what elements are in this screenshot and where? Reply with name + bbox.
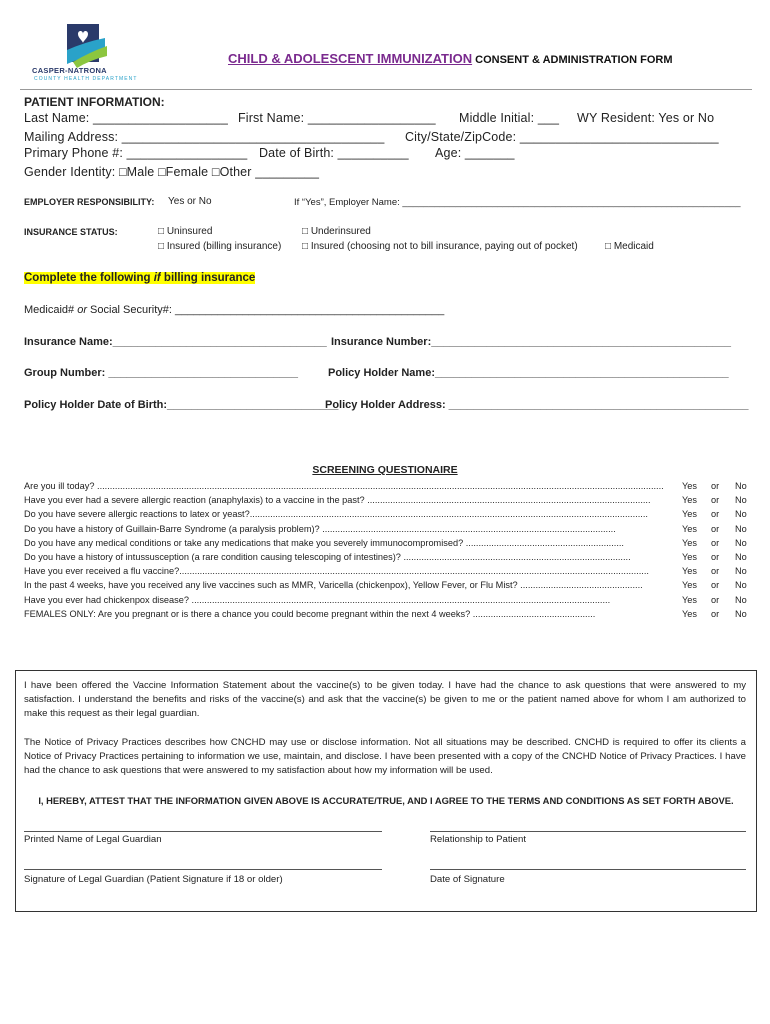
answer-yes[interactable]: Yes [682, 537, 697, 548]
privacy-paragraph: The Notice of Privacy Practices describes how CNCHD may use or disclose information. Not all situations may be described. CNCHD is required to offer its clients a Notice of Privacy Practices pertaining to information we use, maintain, and disclose. I have been presented with a copy of the CNCHD Notice of Privacy Practices. I have had the chance to ask questions that were answered to my satisfaction about how my information will be used. [24, 737, 746, 777]
answer-yes[interactable]: Yes [682, 594, 697, 605]
screening-question-text: Do you have a history of Guillain-Barre Syndrome (a paralysis problem)? ................................................................................................................... [24, 523, 616, 534]
wy-resident-field[interactable]: WY Resident: Yes or No [577, 111, 715, 125]
logo-subtitle: COUNTY HEALTH DEPARTMENT [34, 76, 138, 82]
last-name-field[interactable]: Last Name: ___________________ [24, 111, 228, 125]
answer-or: or [711, 608, 720, 619]
middle-initial-field[interactable]: Middle Initial: ___ [459, 111, 560, 125]
answer-yes[interactable]: Yes [682, 552, 697, 562]
screening-question-text: Do you have any medical conditions or take any medications that make you severely immunocompromised? .............................................................. [24, 537, 624, 548]
date-signature-line[interactable] [430, 869, 746, 870]
screening-question-text: Are you ill today? .............................................................................................................................................................................................................................. [24, 481, 664, 491]
screening-question-row [24, 552, 748, 566]
screening-question-text: FEMALES ONLY: Are you pregnant or is there a chance you could become pregnant within the next 4 weeks? ................................................ [24, 608, 596, 619]
form-title [228, 51, 673, 66]
screening-question-row [24, 609, 748, 623]
form-title-rest: CONSENT & ADMINISTRATION FORM [472, 54, 673, 66]
medicaid-checkbox[interactable]: □ Medicaid [605, 241, 654, 252]
answer-yes[interactable]: Yes [682, 495, 697, 506]
answer-or: or [711, 481, 720, 491]
gender-identity-field[interactable]: Gender Identity: □Male □Female □Other _________ [24, 165, 320, 179]
screening-question-row [24, 495, 748, 509]
printed-name-line[interactable] [24, 831, 382, 832]
screening-question-row [24, 481, 748, 495]
first-name-field[interactable]: First Name: __________________ [238, 111, 436, 125]
answer-no[interactable]: No [735, 523, 747, 534]
screening-question-text: Do you have a history of intussusception (a rare condition causing telescoping of intestines)? ......................................................................................... [24, 552, 631, 562]
policy-holder-dob-field[interactable]: Policy Holder Date of Birth:____________________________ [24, 399, 339, 411]
answer-no[interactable]: No [735, 608, 747, 619]
answer-no[interactable]: No [735, 552, 747, 562]
answer-or: or [711, 495, 720, 506]
date-signature-label: Date of Signature [430, 874, 505, 885]
insurance-number-field[interactable]: Insurance Number:_________________________________________________ [331, 336, 732, 348]
billing-banner-if: if [153, 272, 161, 284]
answer-no[interactable]: No [735, 509, 747, 520]
screening-question-row [24, 524, 748, 538]
consent-box [15, 670, 757, 912]
screening-question-text: Have you ever had a severe allergic reaction (anaphylaxis) to a vaccine in the past? ............................................................................................................... [24, 495, 651, 506]
answer-no[interactable]: No [735, 481, 747, 491]
city-state-zip-field[interactable]: City/State/ZipCode: ____________________________ [405, 130, 719, 144]
signature-line[interactable] [24, 869, 382, 870]
answer-no[interactable]: No [735, 566, 747, 577]
answer-yes[interactable]: Yes [682, 523, 697, 534]
screening-question-row [24, 595, 748, 609]
insured-not-billing-checkbox[interactable]: □ Insured (choosing not to bill insurance, paying out of pocket) [302, 241, 578, 252]
insurance-name-field[interactable]: Insurance Name:___________________________________ [24, 336, 327, 348]
group-number-field[interactable]: Group Number: _______________________________ [24, 367, 298, 379]
medicaid-or: or [77, 304, 87, 316]
answer-or: or [711, 537, 720, 548]
date-of-birth-field[interactable]: Date of Birth: __________ [259, 146, 409, 160]
mailing-address-field[interactable]: Mailing Address: _____________________________________ [24, 130, 385, 144]
screening-question-text: Have you ever had chickenpox disease? .................................................................................................................................................................... [24, 594, 611, 605]
screening-question-row [24, 509, 748, 523]
answer-or: or [711, 566, 720, 577]
answer-no[interactable]: No [735, 594, 747, 605]
answer-no[interactable]: No [735, 537, 747, 548]
patient-info-heading: PATIENT INFORMATION: [24, 95, 165, 109]
uninsured-checkbox[interactable]: □ Uninsured [158, 226, 213, 237]
insured-billing-checkbox[interactable]: □ Insured (billing insurance) [158, 241, 282, 252]
employer-name-field[interactable]: If “Yes”, Employer Name: ________________________________________________________________ [294, 197, 741, 208]
screening-question-text: Have you ever received a flu vaccine?........................................................................................................................................................................................ [24, 566, 649, 577]
employer-label: EMPLOYER RESPONSIBILITY: [24, 197, 155, 207]
underinsured-checkbox[interactable]: □ Underinsured [302, 226, 371, 237]
medicaid-ssn-field[interactable] [24, 304, 444, 316]
relationship-line[interactable] [430, 831, 746, 832]
logo-name: CASPER-NATRONA [32, 66, 107, 75]
signature-label: Signature of Legal Guardian (Patient Signature if 18 or older) [24, 874, 283, 885]
billing-banner-pre: Complete the following [24, 272, 154, 284]
printed-name-label: Printed Name of Legal Guardian [24, 834, 162, 845]
answer-no[interactable]: No [735, 580, 747, 591]
answer-yes[interactable]: Yes [682, 566, 697, 577]
screening-question-text: Do you have severe allergic reactions to latex or yeast?............................................................................................................................................................ [24, 509, 648, 520]
employer-options[interactable]: Yes or No [168, 196, 212, 207]
answer-or: or [711, 509, 720, 520]
answer-no[interactable]: No [735, 495, 747, 506]
answer-yes[interactable]: Yes [682, 580, 697, 591]
primary-phone-field[interactable]: Primary Phone #: _________________ [24, 146, 248, 160]
answer-yes[interactable]: Yes [682, 481, 697, 491]
screening-question-row [24, 538, 748, 552]
answer-or: or [711, 523, 720, 534]
insurance-status-label: INSURANCE STATUS: [24, 227, 118, 237]
age-field[interactable]: Age: _______ [435, 146, 515, 160]
header-divider [20, 89, 752, 90]
answer-or: or [711, 594, 720, 605]
screening-question-row [24, 566, 748, 580]
answer-yes[interactable]: Yes [682, 509, 697, 520]
billing-banner [24, 272, 255, 284]
attestation-statement: I, HEREBY, ATTEST THAT THE INFORMATION GIVEN ABOVE IS ACCURATE/TRUE, AND I AGREE TO THE TERMS AND CONDITIONS AS SET FORTH ABOVE. [38, 795, 734, 806]
relationship-label: Relationship to Patient [430, 834, 526, 845]
screening-question-row [24, 580, 748, 594]
answer-yes[interactable]: Yes [682, 608, 697, 619]
screening-question-text: In the past 4 weeks, have you received any live vaccines such as MMR, Varicella (chickenpox), Yellow Fever, or Flu Mist? ................................................ [24, 580, 643, 591]
policy-holder-name-field[interactable]: Policy Holder Name:________________________________________________ [328, 367, 729, 379]
billing-banner-post: billing insurance [160, 272, 256, 284]
answer-or: or [711, 580, 720, 591]
consent-paragraph: I have been offered the Vaccine Information Statement about the vaccine(s) to be given today. I have had the chance to ask questions that were answered to my satisfaction. I understand the benefits and risks of the vaccine(s) and ask that the vaccine(s) be given to me or the patient named above for whom I am authorized to make this request as their legal guardian. [24, 680, 746, 720]
policy-holder-address-field[interactable]: Policy Holder Address: _________________________________________________ [325, 399, 749, 411]
answer-or: or [711, 552, 720, 562]
form-title-highlight: CHILD & ADOLESCENT IMMUNIZATION [228, 51, 473, 66]
ssn-label: Social Security#: ____________________________________________ [86, 304, 445, 316]
medicaid-label: Medicaid# [24, 304, 78, 316]
screening-title: SCREENING QUESTIONAIRE [312, 464, 458, 476]
